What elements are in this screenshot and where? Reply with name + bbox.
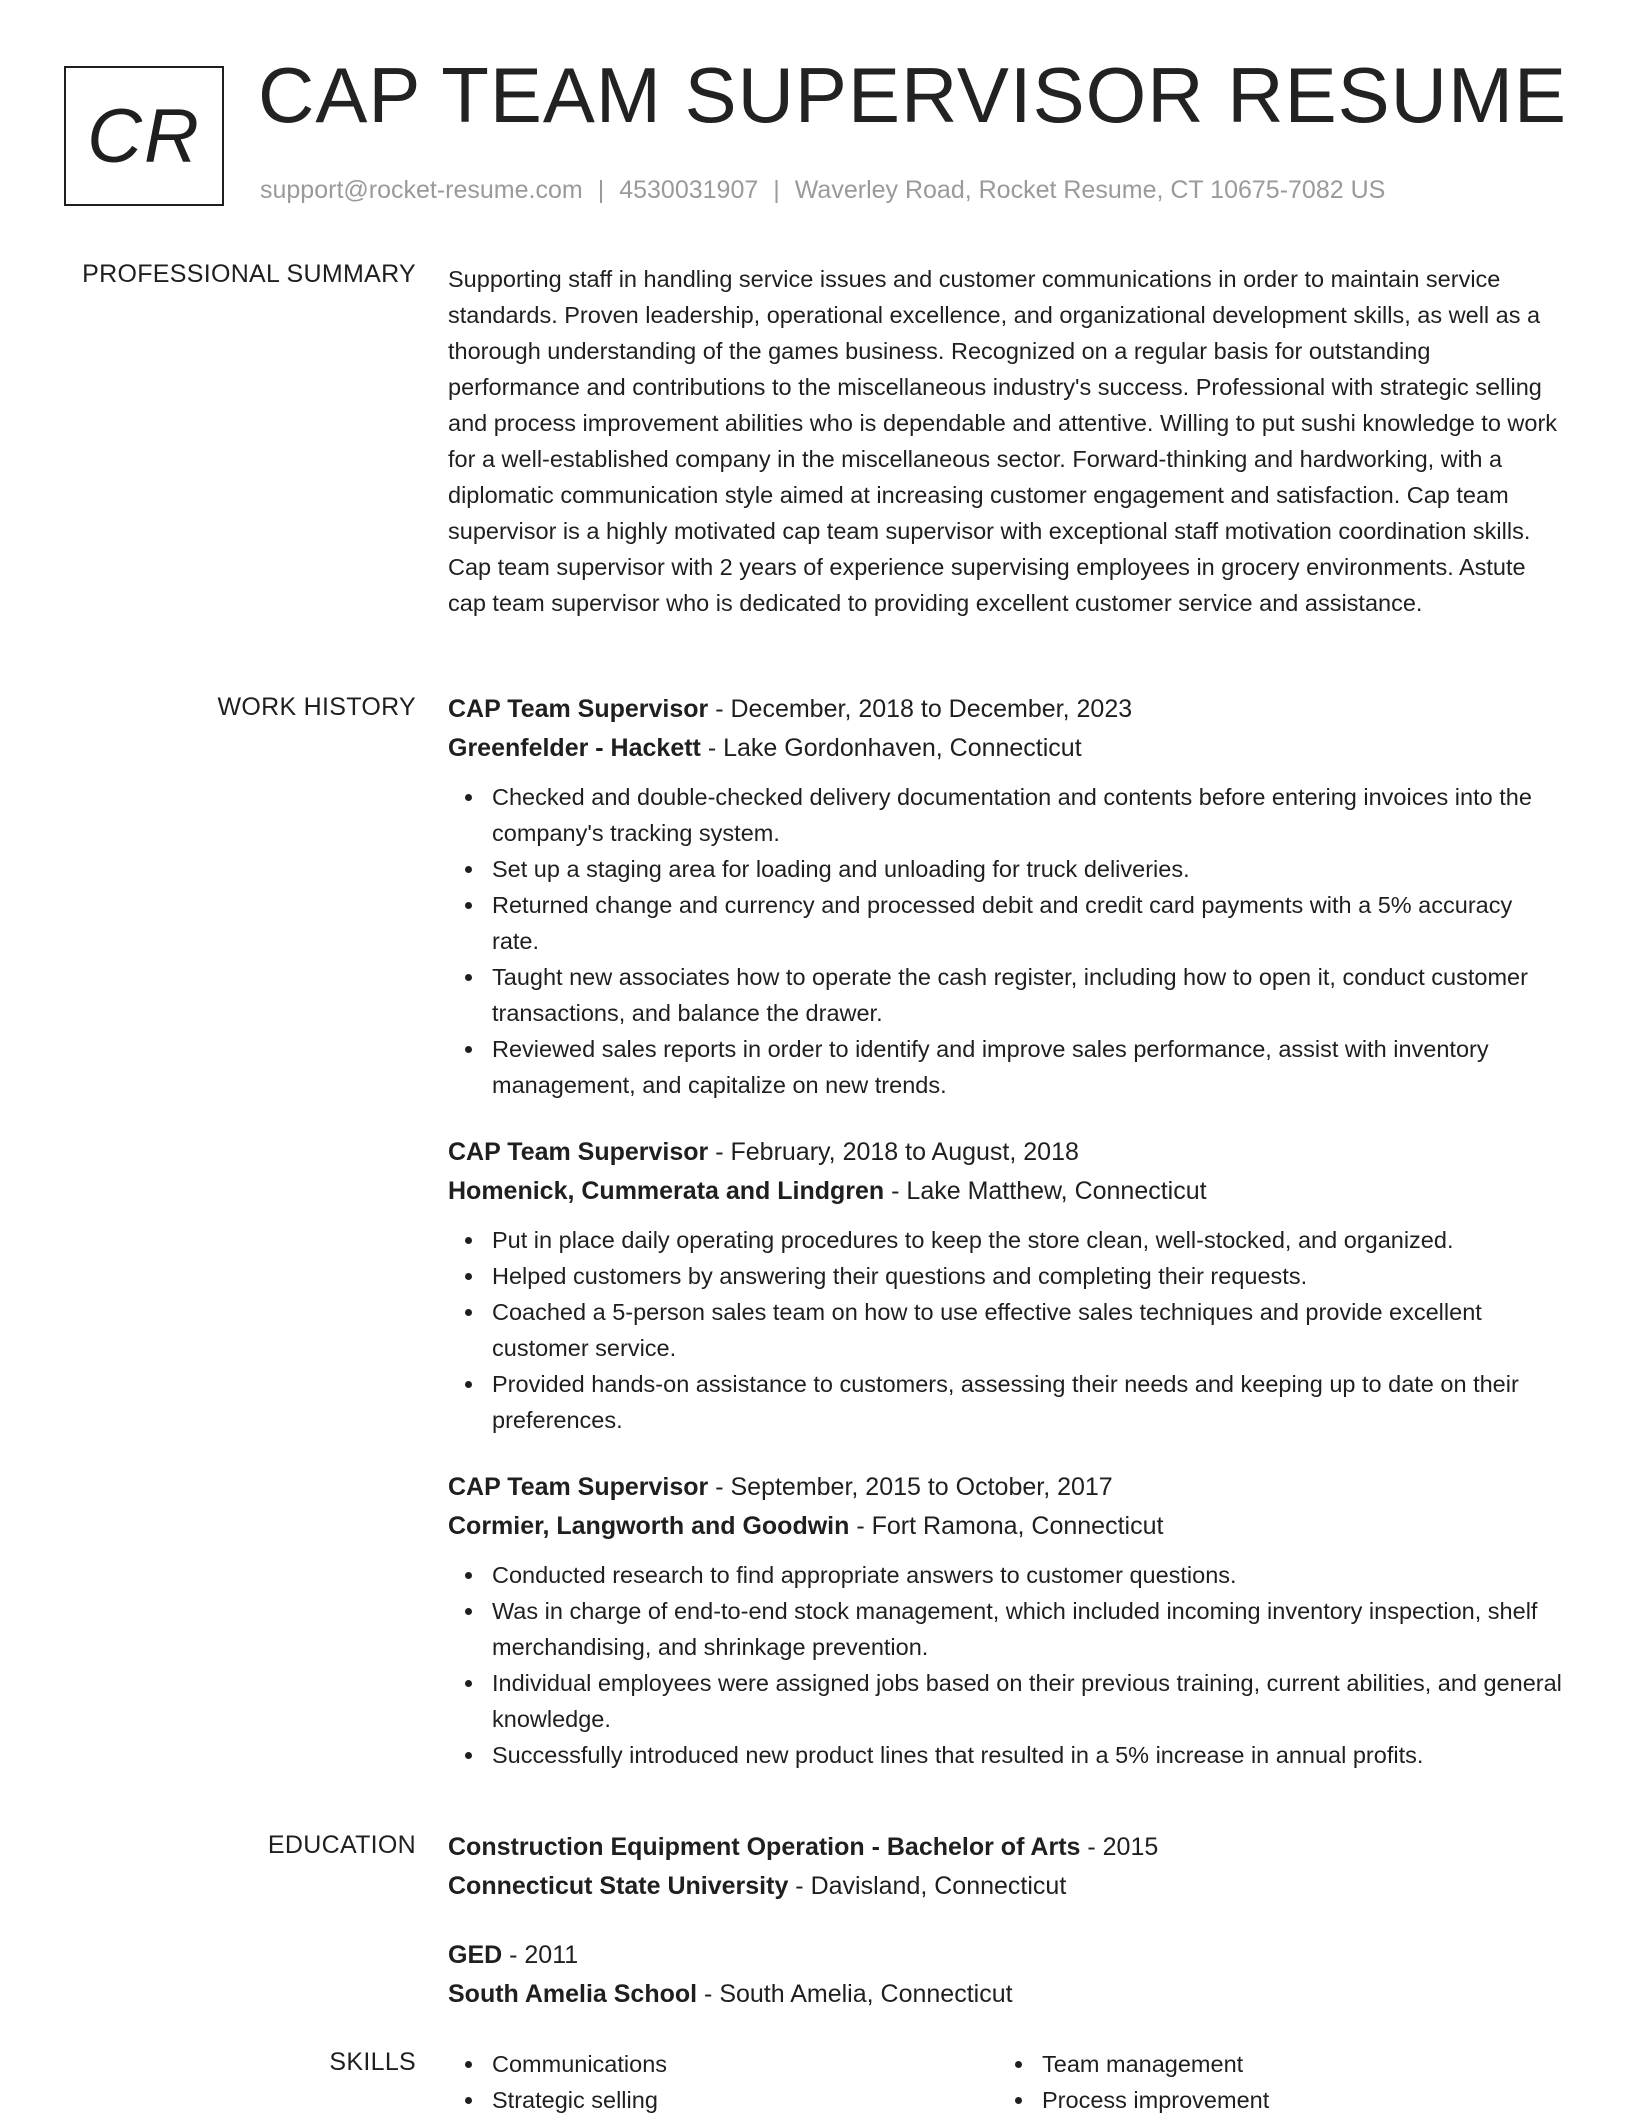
job-title: CAP Team Supervisor xyxy=(448,1138,709,1166)
job-dates: - September, 2015 to October, 2017 xyxy=(708,1473,1113,1501)
job-bullet: Returned change and currency and processed debit and credit card payments with a 5% accuracy rate. xyxy=(492,887,1563,959)
job-bullet: Reviewed sales reports in order to identify and improve sales performance, assist with inventory management, and capitalize on new trends. xyxy=(492,1031,1563,1103)
monogram-initials: CR xyxy=(87,93,201,179)
section-heading-skills: SKILLS xyxy=(329,2048,416,2076)
job-title: CAP Team Supervisor xyxy=(448,695,709,723)
section-heading-education: EDUCATION xyxy=(267,1831,416,1859)
skill-item: Process improvement xyxy=(1042,2082,1548,2118)
education-entry xyxy=(448,1828,1563,1906)
job-bullet: Provided hands-on assistance to customers, assessing their needs and keeping up to date on their preferences. xyxy=(492,1366,1563,1438)
job-company-line xyxy=(448,729,1563,768)
education-location: - South Amelia, Connecticut xyxy=(697,1980,1013,2008)
job-bullet: Successfully introduced new product lines that resulted in a 5% increase in annual profits. xyxy=(492,1737,1563,1773)
job-title-line xyxy=(448,1468,1563,1507)
education-degree: GED xyxy=(448,1941,503,1969)
skills-list-left xyxy=(448,2046,998,2118)
summary-text: Supporting staff in handling service issues and customer communications in order to maintain service standards. Proven leadership, operational excellence, and organizational development skills, as well as a thorough understanding of the games business. Recognized on a regular basis for outstanding performance and contributions to the miscellaneous industry's success. Professional with strategic selling and process improvement abilities who is dependable and attentive. Willing to put sushi knowledge to work for a well-established company in the miscellaneous sector. Forward-thinking and hardworking, with a diplomatic communication style aimed at increasing customer engagement and satisfaction. Cap team supervisor is a highly motivated cap team supervisor with exceptional staff motivation coordination skills. Cap team supervisor with 2 years of experience supervising employees in grocery environments. Astute cap team supervisor who is dedicated to providing excellent customer service and assistance. xyxy=(448,266,1558,616)
job-bullet: Checked and double-checked delivery documentation and contents before entering invoices into the company's tracking system. xyxy=(492,779,1563,851)
job-bullet: Helped customers by answering their questions and completing their requests. xyxy=(492,1258,1563,1294)
job-bullets xyxy=(448,779,1563,1103)
summary-body xyxy=(448,261,1563,621)
job-bullet: Conducted research to find appropriate answers to customer questions. xyxy=(492,1557,1563,1593)
job-entry xyxy=(448,690,1563,1103)
job-title: CAP Team Supervisor xyxy=(448,1473,709,1501)
contact-address: Waverley Road, Rocket Resume, CT 10675-7082 US xyxy=(794,176,1386,204)
skills-body xyxy=(448,2046,1563,2118)
education-school: South Amelia School xyxy=(448,1980,698,2008)
job-company: Greenfelder - Hackett xyxy=(448,734,701,762)
education-school: Connecticut State University xyxy=(448,1872,789,1900)
job-bullet: Coached a 5-person sales team on how to use effective sales techniques and provide excellent customer service. xyxy=(492,1294,1563,1366)
education-degree-line xyxy=(448,1828,1563,1867)
job-entry xyxy=(448,1133,1563,1438)
contact-separator: | xyxy=(597,176,605,204)
contact-line xyxy=(260,176,1385,205)
job-entry xyxy=(448,1468,1563,1773)
job-bullet: Set up a staging area for loading and unloading for truck deliveries. xyxy=(492,851,1563,887)
contact-separator: | xyxy=(773,176,780,204)
education-degree: Construction Equipment Operation - Bachelor of Arts xyxy=(448,1833,1081,1861)
education-degree-line xyxy=(448,1936,1563,1975)
job-dates: - February, 2018 to August, 2018 xyxy=(708,1138,1079,1166)
job-location: - Lake Matthew, Connecticut xyxy=(884,1177,1207,1205)
job-bullet: Put in place daily operating procedures to keep the store clean, well-stocked, and organized. xyxy=(492,1222,1563,1258)
job-location: - Fort Ramona, Connecticut xyxy=(849,1512,1164,1540)
section-heading-summary: PROFESSIONAL SUMMARY xyxy=(82,260,416,288)
education-location: - Davisland, Connecticut xyxy=(788,1872,1067,1900)
education-school-line xyxy=(448,1867,1563,1906)
work-history-body xyxy=(448,690,1563,1803)
job-company-line xyxy=(448,1172,1563,1211)
job-title-line xyxy=(448,690,1563,729)
education-body xyxy=(448,1828,1563,2044)
skill-item: Communications xyxy=(492,2046,998,2082)
skill-item: Strategic selling xyxy=(492,2082,998,2118)
job-bullet: Was in charge of end-to-end stock management, which included incoming inventory inspection, shelf merchandising, and shrinkage prevention. xyxy=(492,1593,1563,1665)
job-location: - Lake Gordonhaven, Connecticut xyxy=(700,734,1082,762)
monogram-badge xyxy=(64,66,224,206)
contact-phone[interactable]: 4530031907 xyxy=(619,176,759,204)
education-year: - 2015 xyxy=(1080,1833,1159,1861)
skill-item: Team management xyxy=(1042,2046,1548,2082)
job-company: Homenick, Cummerata and Lindgren xyxy=(448,1177,885,1205)
job-dates: - December, 2018 to December, 2023 xyxy=(708,695,1133,723)
education-school-line xyxy=(448,1975,1563,2014)
job-title-line xyxy=(448,1133,1563,1172)
job-bullets xyxy=(448,1557,1563,1773)
contact-email[interactable]: support@rocket-resume.com xyxy=(260,176,583,204)
job-bullet: Taught new associates how to operate the cash register, including how to open it, conduct customer transactions, and balance the drawer. xyxy=(492,959,1563,1031)
education-year: - 2011 xyxy=(502,1941,579,1969)
section-heading-work-history: WORK HISTORY xyxy=(217,693,416,721)
resume-title: CAP TEAM SUPERVISOR RESUME xyxy=(258,51,1568,139)
job-bullets xyxy=(448,1222,1563,1438)
skills-grid xyxy=(448,2046,1563,2118)
job-company-line xyxy=(448,1507,1563,1546)
job-company: Cormier, Langworth and Goodwin xyxy=(448,1512,850,1540)
education-entry xyxy=(448,1936,1563,2014)
job-bullet: Individual employees were assigned jobs based on their previous training, current abilities, and general knowledge. xyxy=(492,1665,1563,1737)
skills-list-right xyxy=(998,2046,1548,2118)
